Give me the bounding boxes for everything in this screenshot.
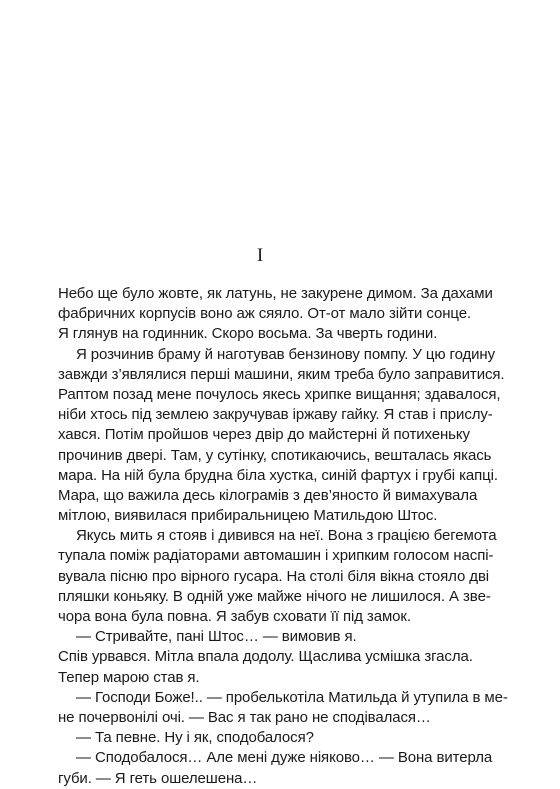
text-line: Мара, що важила десь кілограмів з дев’яносто й вимахувала <box>58 486 478 504</box>
text-line: завжди з’являлися перші машини, яким треба було заправитися. <box>58 365 505 383</box>
text-line: Спів урвався. Мітла впала додолу. Щаслива усмішка згасла. <box>58 648 473 666</box>
text-line: Раптом позад мене почулось якесь хрипке вищання; здавалося, <box>58 385 501 403</box>
text-line: чора вона була повна. Я забув сховати її під замок. <box>58 608 411 625</box>
text-line: — Стривайте, пані Штос… — вимовив я. <box>76 628 357 646</box>
text-line: Тепер марою став я. <box>58 668 200 686</box>
text-line: губи. — Я геть ошелешена… <box>58 769 258 787</box>
text-line: не почервонілі очі. — Вас я так рано не сподівалася… <box>58 708 431 726</box>
text-line: мітлою, виявилася прибиральницею Матильдою Штос. <box>58 507 438 525</box>
text-line: Я глянув на годинник. Скоро восьма. За чверть години. <box>58 325 438 343</box>
text-line: фабричних корпусів воно аж сяяло. От-от мало зійти сонце. <box>58 305 472 323</box>
body-text <box>58 284 508 789</box>
text-line: тупала поміж радіаторами автомашин і хрипким голосом наспі- <box>58 547 494 565</box>
text-line: — Сподобалося… Але мені дуже ніяково… — Вона витерла <box>76 749 493 767</box>
text-line: Я розчинив браму й наготував бензинову помпу. У цю годину <box>76 345 496 363</box>
text-line: Небо ще було жовте, як латунь, не закурене димом. За дахами <box>58 285 493 302</box>
text-line: ніби хтось під землею закручував іржаву гайку. Я став і прислу- <box>58 406 493 424</box>
text-line: — Господи Боже!.. — пробелькотіла Матильда й утупила в ме- <box>76 688 508 706</box>
text-line: — Та певне. Ну і як, сподобалося? <box>76 729 314 747</box>
text-line: прочинив двері. Там, у сутінку, спотикаючись, вешталась якась <box>58 446 492 464</box>
chapter-number: I <box>256 245 264 266</box>
text-line: мара. На ній була брудна біла хустка, синій фартух і грубі капці. <box>58 466 498 484</box>
text-line: хався. Потім пройшов через двір до майстерні й потихеньку <box>58 426 470 444</box>
text-line: Якусь мить я стояв і дивився на неї. Вона з грацією бегемота <box>76 527 497 545</box>
text-line: пляшки коньяку. В одній уже майже нічого не лишилося. А звe- <box>58 587 491 605</box>
text-line: вувала пісню про вірного гусара. На столі біля вікна стояло дві <box>58 567 490 585</box>
